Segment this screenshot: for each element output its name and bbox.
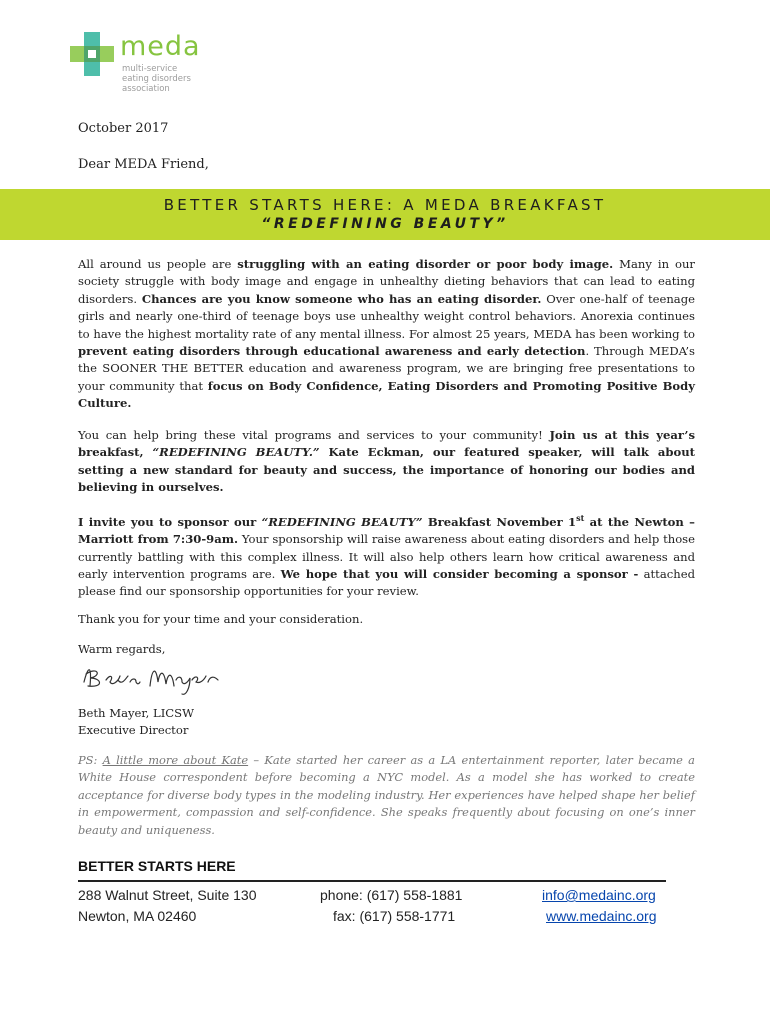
text-run: All around us people are (78, 257, 238, 271)
meda-logo (68, 30, 238, 100)
text-run: Breakfast November 1 (422, 514, 577, 529)
footer-address-line1: 288 Walnut Street, Suite 130 (78, 887, 257, 903)
letter-greeting: Dear MEDA Friend, (78, 157, 209, 172)
footer-address-line2: Newton, MA 02460 (78, 908, 197, 924)
text-run: “REDEFINING BEAUTY.” (152, 445, 320, 460)
postscript (78, 752, 695, 839)
text-run: . Through MEDA’s the SOONER THE BETTER education and awareness program, we are bringing free presentations to your community that (78, 344, 695, 393)
footer-fax: fax: (617) 558-1771 (333, 908, 456, 924)
paragraph-invitation (78, 427, 695, 497)
banner-title: BETTER STARTS HERE: A MEDA BREAKFAST (163, 196, 607, 214)
footer-web-link[interactable]: www.medainc.org (546, 908, 657, 924)
text-run: st (576, 513, 585, 523)
text-run: Many in our society struggle with body image and engage in unhealthy dieting behaviors that can lead to eating disorders. (78, 257, 695, 306)
thanks-line: Thank you for your time and your consideration. (78, 612, 364, 626)
ps-text: – Kate started her career as a LA entertainment reporter, later became a White House correspondent before becoming a NYC model. As a model she has worked to create acceptance for diverse body types in the modeling industry. Her experiences have helped shape her belief in empowerment, compassion and self-confidence. She speaks frequently about focusing on one’s inner beauty and uniqueness. (78, 753, 695, 837)
paragraph-intro (78, 256, 695, 413)
text-run: Kate Eckman, our featured speaker, will talk about setting a new standard for beauty and success, the importance of honoring our bodies and believing in ourselves. (78, 445, 695, 495)
footer-email-link[interactable]: info@medainc.org (542, 887, 656, 903)
logo-tagline: multi-service eating disorders association (122, 64, 191, 94)
text-run: Chances are you know someone who has an eating disorder. (141, 291, 542, 306)
signatory-name: Beth Mayer, LICSW (78, 706, 195, 720)
text-run: We hope that you will consider becoming a sponsor - (280, 567, 639, 582)
ps-link[interactable]: A little more about Kate (102, 753, 249, 767)
closing-line: Warm regards, (78, 642, 166, 656)
footer-phone: phone: (617) 558-1881 (320, 887, 463, 903)
text-run: Over one-half of teenage girls and nearly one-third of teenage boys use unhealthy weight control behaviors. Anorexia continues to have the highest mortality rate of any mental illness. For almost 25 years, MEDA has been working to (78, 291, 695, 341)
text-run: Join us at this year’s breakfast, (78, 428, 695, 460)
letter-date: October 2017 (78, 121, 169, 136)
text-run: prevent eating disorders through educational awareness and early detection (78, 344, 586, 359)
medical-cross-icon (68, 30, 116, 78)
text-run: struggling with an eating disorder or poor body image. (237, 257, 614, 271)
footer-title: BETTER STARTS HERE (78, 858, 236, 874)
signatory-title: Executive Director (78, 723, 189, 737)
paragraph-sponsorship (78, 510, 695, 601)
text-run: focus on Body Confidence, Eating Disorders and Promoting Positive Body Culture. (78, 378, 695, 411)
text-run: I invite you to sponsor our (78, 514, 262, 529)
banner-subtitle: “REDEFINING BEAUTY” (261, 216, 509, 232)
handwritten-signature (78, 652, 228, 700)
footer-divider (78, 880, 666, 882)
footer-email-wrap (542, 887, 656, 903)
text-run: Your sponsorship will raise awareness about eating disorders and help those currently battling with this complex illness. It will also help others learn how critical awareness and early intervention programs are. (78, 532, 695, 582)
text-run: “REDEFINING BEAUTY” (261, 514, 423, 529)
footer-web-wrap (546, 908, 657, 924)
text-run: You can help bring these vital programs and services to your community! (78, 428, 550, 442)
ps-prefix: PS: (78, 753, 103, 767)
logo-wordmark: meda (120, 31, 201, 62)
text-run: at the Newton – Marriott from 7:30-9am. (78, 514, 695, 547)
text-run: attached please find our sponsorship opportunities for your review. (78, 567, 695, 599)
